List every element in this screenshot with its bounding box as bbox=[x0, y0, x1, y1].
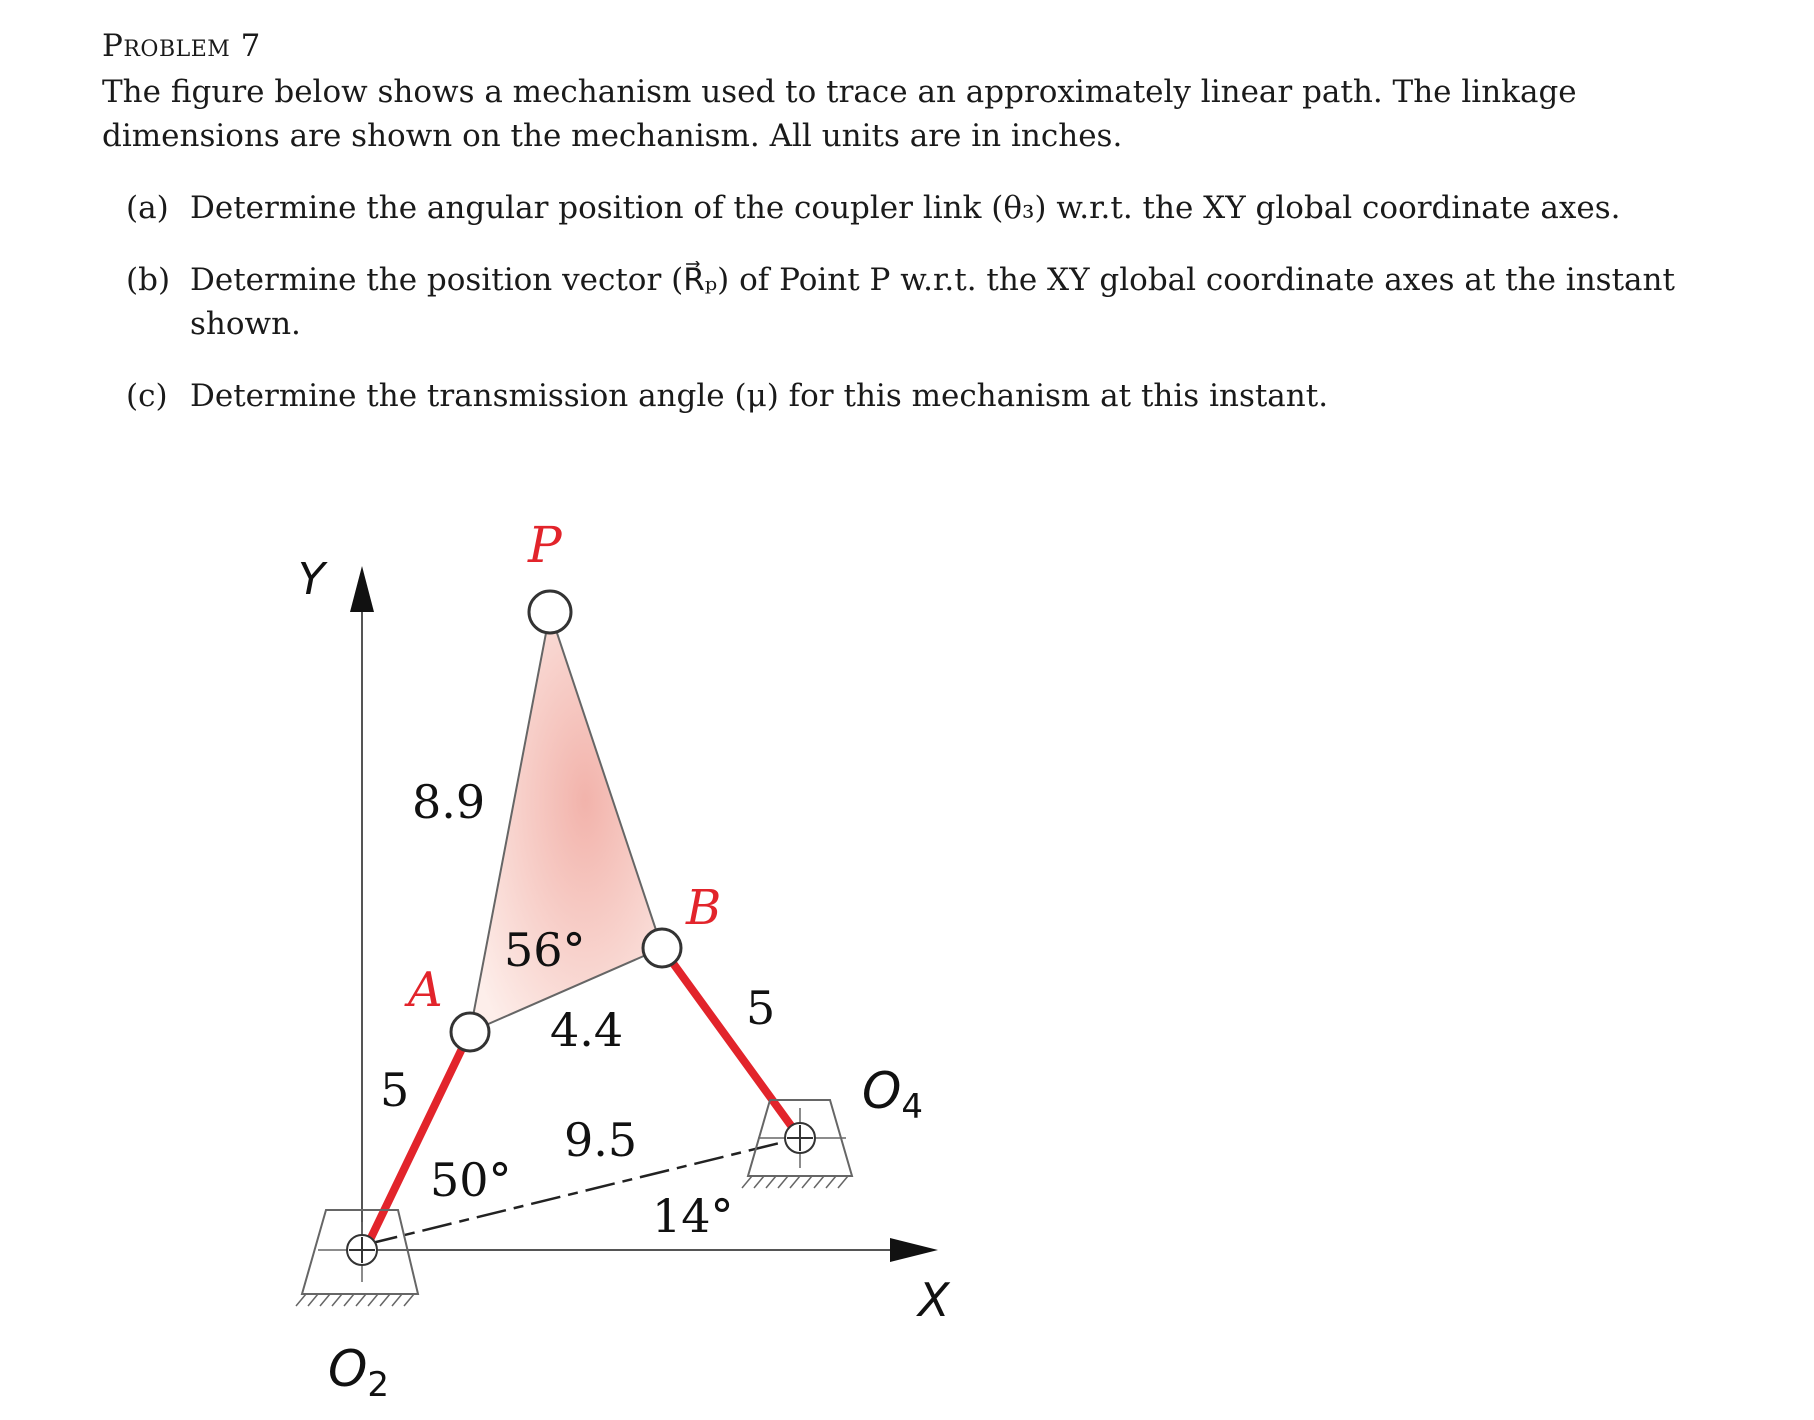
length-bo4-label: 5 bbox=[746, 981, 776, 1035]
pivot-o4-icon bbox=[785, 1123, 815, 1153]
joint-p-icon bbox=[529, 591, 571, 633]
problem-intro: The figure below shows a mechanism used to trace an approximately linear path. The linkage dimensions are shown on the mechanism. All units are in inches. bbox=[102, 74, 1577, 154]
x-axis-label: X bbox=[918, 1273, 950, 1327]
part-b-text: Determine the position vector (R⃗ₚ) of Point P w.r.t. the XY global coordinate axes at the instant bbox=[190, 262, 1675, 298]
rocker-link bbox=[662, 948, 800, 1138]
y-axis-arrow-icon bbox=[350, 566, 374, 612]
o2-label: $O_2$ bbox=[328, 1340, 389, 1405]
point-b-label: B bbox=[686, 880, 722, 936]
part-b-continuation: shown. bbox=[190, 306, 301, 342]
length-ap-label: 8.9 bbox=[412, 775, 486, 829]
angle-a-label: 56° bbox=[504, 923, 586, 977]
joint-b-icon bbox=[643, 929, 681, 967]
x-axis-arrow-icon bbox=[890, 1238, 938, 1262]
y-axis-label: Y bbox=[298, 554, 325, 605]
part-a-label: (a) bbox=[126, 190, 169, 226]
length-o2a-label: 5 bbox=[380, 1063, 410, 1117]
part-a-text: Determine the angular position of the coupler link (θ₃) w.r.t. the XY global coordinate axes. bbox=[190, 190, 1621, 226]
part-c-label: (c) bbox=[126, 378, 168, 414]
length-ab-label: 4.4 bbox=[550, 1003, 624, 1057]
pivot-o2-icon bbox=[347, 1235, 377, 1265]
length-ground-label: 9.5 bbox=[564, 1113, 638, 1167]
part-b-label: (b) bbox=[126, 262, 171, 298]
problem-title: Problem 7 bbox=[102, 28, 261, 64]
angle-crank-label: 50° bbox=[430, 1153, 512, 1207]
joint-a-icon bbox=[451, 1013, 489, 1051]
o4-label: $O_4$ bbox=[862, 1062, 923, 1127]
point-a-label: A bbox=[408, 962, 443, 1018]
part-c-text: Determine the transmission angle (μ) for this mechanism at this instant. bbox=[190, 378, 1329, 414]
angle-ground-label: 14° bbox=[652, 1189, 734, 1243]
point-p-label: P bbox=[528, 516, 562, 574]
